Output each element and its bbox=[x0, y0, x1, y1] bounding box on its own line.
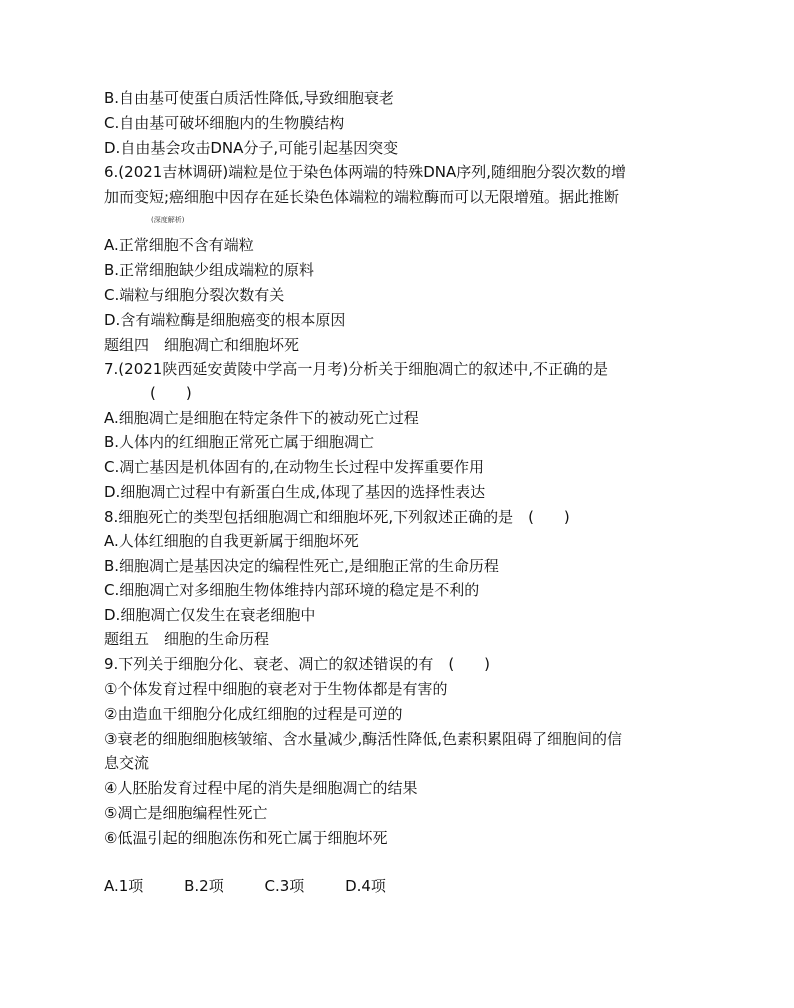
q8-option-c: C.细胞凋亡对多细胞生物体维持内部环境的稳定是不利的 bbox=[104, 581, 480, 599]
section-heading-5: 题组五 细胞的生命历程 bbox=[104, 630, 270, 648]
q9-stem: 9.下列关于细胞分化、衰老、凋亡的叙述错误的有 ( ) bbox=[104, 655, 491, 673]
q8-option-d: D.细胞凋亡仅发生在衰老细胞中 bbox=[104, 606, 316, 624]
q9-item-4: ④人胚胎发育过程中尾的消失是细胞凋亡的结果 bbox=[104, 779, 418, 797]
q9-item-1: ①个体发育过程中细胞的衰老对于生物体都是有害的 bbox=[104, 680, 448, 698]
q5-option-b: B.自由基可使蛋白质活性降低,导致细胞衰老 bbox=[104, 89, 394, 107]
q9-item-2: ②由造血干细胞分化成红细胞的过程是可逆的 bbox=[104, 705, 403, 723]
q8-option-b: B.细胞凋亡是基因决定的编程性死亡,是细胞正常的生命历程 bbox=[104, 557, 499, 575]
q9-item-5: ⑤凋亡是细胞编程性死亡 bbox=[104, 804, 268, 822]
q7-option-c: C.凋亡基因是机体固有的,在动物生长过程中发挥重要作用 bbox=[104, 458, 485, 476]
q9-item-3-line2: 息交流 bbox=[104, 754, 150, 772]
section-heading-4: 题组四 细胞凋亡和细胞坏死 bbox=[104, 336, 300, 354]
q6-note: (深度解析) bbox=[151, 216, 185, 224]
q6-option-d: D.含有端粒酶是细胞癌变的根本原因 bbox=[104, 311, 346, 329]
q8-option-a: A.人体红细胞的自我更新属于细胞坏死 bbox=[104, 532, 359, 550]
q9-item-3-line1: ③衰老的细胞细胞核皱缩、含水量减少,酶活性降低,色素积累阻碍了细胞间的信 bbox=[104, 730, 622, 748]
q9-option-d: D.4项 bbox=[345, 877, 386, 895]
q6-stem-line1: 6.(2021吉林调研)端粒是位于染色体两端的特殊DNA序列,随细胞分裂次数的增 bbox=[104, 163, 626, 181]
q6-option-b: B.正常细胞缺少组成端粒的原料 bbox=[104, 261, 315, 279]
q6-option-a: A.正常细胞不含有端粒 bbox=[104, 236, 254, 254]
q7-answer-blank: ( ) bbox=[150, 384, 192, 402]
q6-option-c: C.端粒与细胞分裂次数有关 bbox=[104, 286, 285, 304]
q9-answer-options bbox=[104, 876, 422, 896]
q5-option-c: C.自由基可破坏细胞内的生物膜结构 bbox=[104, 114, 345, 132]
q7-option-a: A.细胞凋亡是细胞在特定条件下的被动死亡过程 bbox=[104, 409, 419, 427]
q9-option-c: C.3项 bbox=[264, 877, 305, 895]
q9-item-6: ⑥低温引起的细胞冻伤和死亡属于细胞坏死 bbox=[104, 829, 388, 847]
q7-option-d: D.细胞凋亡过程中有新蛋白生成,体现了基因的选择性表达 bbox=[104, 483, 486, 501]
q8-stem: 8.细胞死亡的类型包括细胞凋亡和细胞坏死,下列叙述正确的是 ( ) bbox=[104, 508, 570, 526]
q6-stem-line2: 加而变短;癌细胞中因存在延长染色体端粒的端粒酶而可以无限增殖。据此推断 bbox=[104, 188, 620, 206]
q9-option-a: A.1项 bbox=[104, 877, 144, 895]
q9-option-b: B.2项 bbox=[184, 877, 224, 895]
q7-option-b: B.人体内的红细胞正常死亡属于细胞凋亡 bbox=[104, 433, 375, 451]
q5-option-d: D.自由基会攻击DNA分子,可能引起基因突变 bbox=[104, 139, 399, 157]
q7-stem: 7.(2021陕西延安黄陵中学高一月考)分析关于细胞凋亡的叙述中,不正确的是 bbox=[104, 360, 608, 378]
